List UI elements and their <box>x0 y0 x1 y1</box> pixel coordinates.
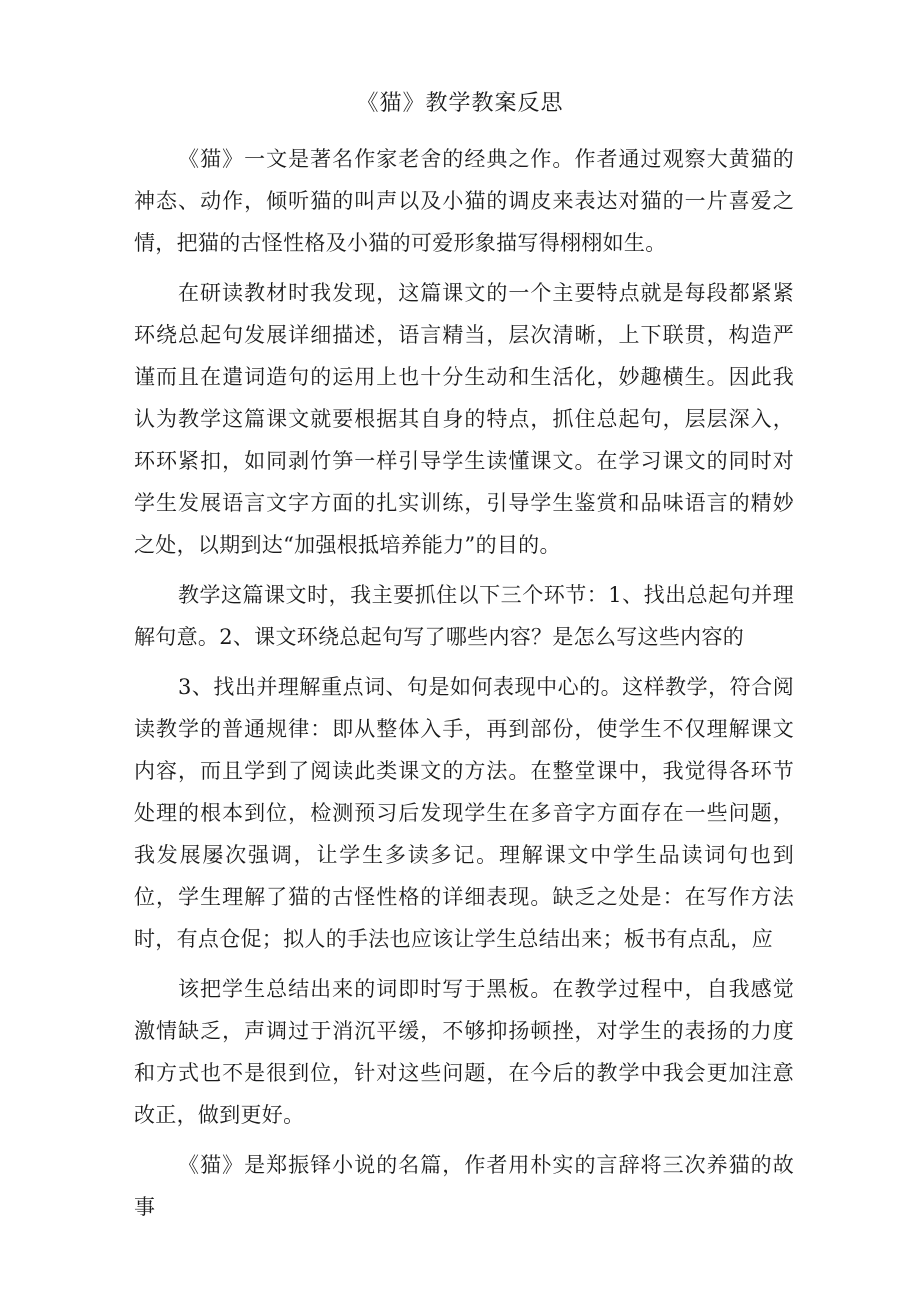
paragraph-4: 3、找出并理解重点词、句是如何表现中心的。这样教学，符合阅读教学的普通规律：即从整体入手，再到部份，使学生不仅理解课文内容，而且学到了阅读此类课文的方法。在整堂课中，我觉得各环节处理的根本到位，检测预习后发现学生在多音字方面存在一些问题，我发展屡次强调，让学生多读多记。理解课文中学生品读词句也到位，学生理解了猫的古怪性格的详细表现。缺乏之处是：在写作方法时，有点仓促；拟人的手法也应该让学生总结出来；板书有点乱，应 <box>134 675 794 951</box>
paragraph-1: 《猫》一文是著名作家老舍的经典之作。作者通过观察大黄猫的神态、动作，倾听猫的叫声以及小猫的调皮来表达对猫的一片喜爱之情，把猫的古怪性格及小猫的可爱形象描写得栩栩如生。 <box>134 147 794 255</box>
paragraph-3: 教学这篇课文时，我主要抓住以下三个环节：1、找出总起句并理解句意。2、课文环绕总起句写了哪些内容？是怎么写这些内容的 <box>134 583 794 649</box>
paragraph-2: 在研读教材时我发现，这篇课文的一个主要特点就是每段都紧紧环绕总起句发展详细描述，语言精当，层次清晰，上下联贯，构造严谨而且在遣词造句的运用上也十分生动和生活化，妙趣横生。因此我认为教学这篇课文就要根据其自身的特点，抓住总起句，层层深入，环环紧扣，如同剥竹笋一样引导学生读懂课文。在学习课文的同时对学生发展语言文字方面的扎实训练，引导学生鉴赏和品味语言的精妙之处，以期到达“加强根抵培养能力”的目的。 <box>134 281 794 557</box>
document-title: 《猫》教学教案反思 <box>356 91 564 116</box>
paragraph-5: 该把学生总结出来的词即时写于黑板。在教学过程中，自我感觉激情缺乏，声调过于消沉平缓，不够抑扬顿挫，对学生的表扬的力度和方式也不是很到位，针对这些问题，在今后的教学中我会更加注意改正，做到更好。 <box>134 977 794 1127</box>
document-body <box>134 138 794 1228</box>
paragraph-6: 《猫》是郑振铎小说的名篇，作者用朴实的言辞将三次养猫的故事 <box>134 1153 794 1219</box>
